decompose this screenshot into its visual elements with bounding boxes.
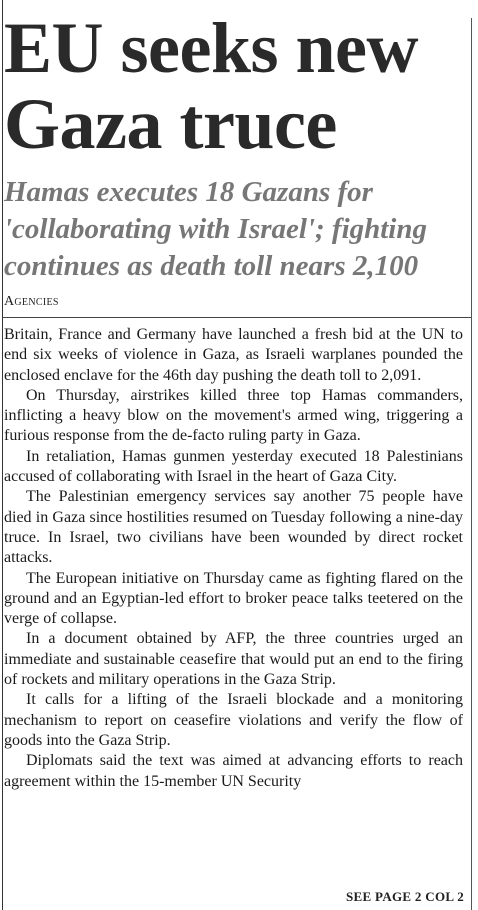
left-column-rule (2, 0, 3, 910)
subheadline: Hamas executes 18 Gazans for 'collaborating with Israel'; fighting continues as death toll nears 2,100 (4, 176, 427, 282)
body-paragraph: The Palestinian emergency services say another 75 people have died in Gaza since hostilities resumed on Tuesday following a nine-day truce. In Israel, two civilians have been wounded by direct rocket attacks. (4, 488, 463, 567)
byline: Agencies (4, 294, 59, 309)
body-paragraph: In retaliation, Hamas gunmen yesterday executed 18 Palestinians accused of collaborating with Israel in the heart of Gaza City. (4, 447, 463, 486)
headline: EU seeks new Gaza truce (4, 8, 419, 164)
body-paragraph: It calls for a lifting of the Israeli blockade and a monitoring mechanism to report on ceasefire violations and verify the flow of goods into the Gaza Strip. (4, 691, 463, 749)
article-body (4, 325, 463, 792)
body-paragraph: The European initiative on Thursday came as fighting flared on the ground and an Egyptian-led effort to broker peace talks teetered on the verge of collapse. (4, 569, 463, 628)
body-paragraph: On Thursday, airstrikes killed three top Hamas commanders, inflicting a heavy blow on the movement's armed wing, triggering a furious response from the de-facto ruling party in Gaza. (4, 386, 463, 445)
byline-divider (3, 317, 471, 318)
body-paragraph: Diplomats said the text was aimed at advancing efforts to reach agreement within the 15-member UN Security (4, 752, 463, 790)
body-paragraph: Britain, France and Germany have launched a fresh bid at the UN to end six weeks of violence in Gaza, as Israeli warplanes pounded the enclosed enclave for the 46th day pushing the death toll to 2,091. (4, 326, 463, 384)
right-column-rule (471, 18, 472, 910)
body-paragraph: In a document obtained by AFP, the three countries urged an immediate and sustainable ceasefire that would put an end to the firing of rockets and military operations in the Gaza Strip. (4, 630, 463, 689)
continuation-jump-line: SEE PAGE 2 COL 2 (346, 889, 464, 904)
